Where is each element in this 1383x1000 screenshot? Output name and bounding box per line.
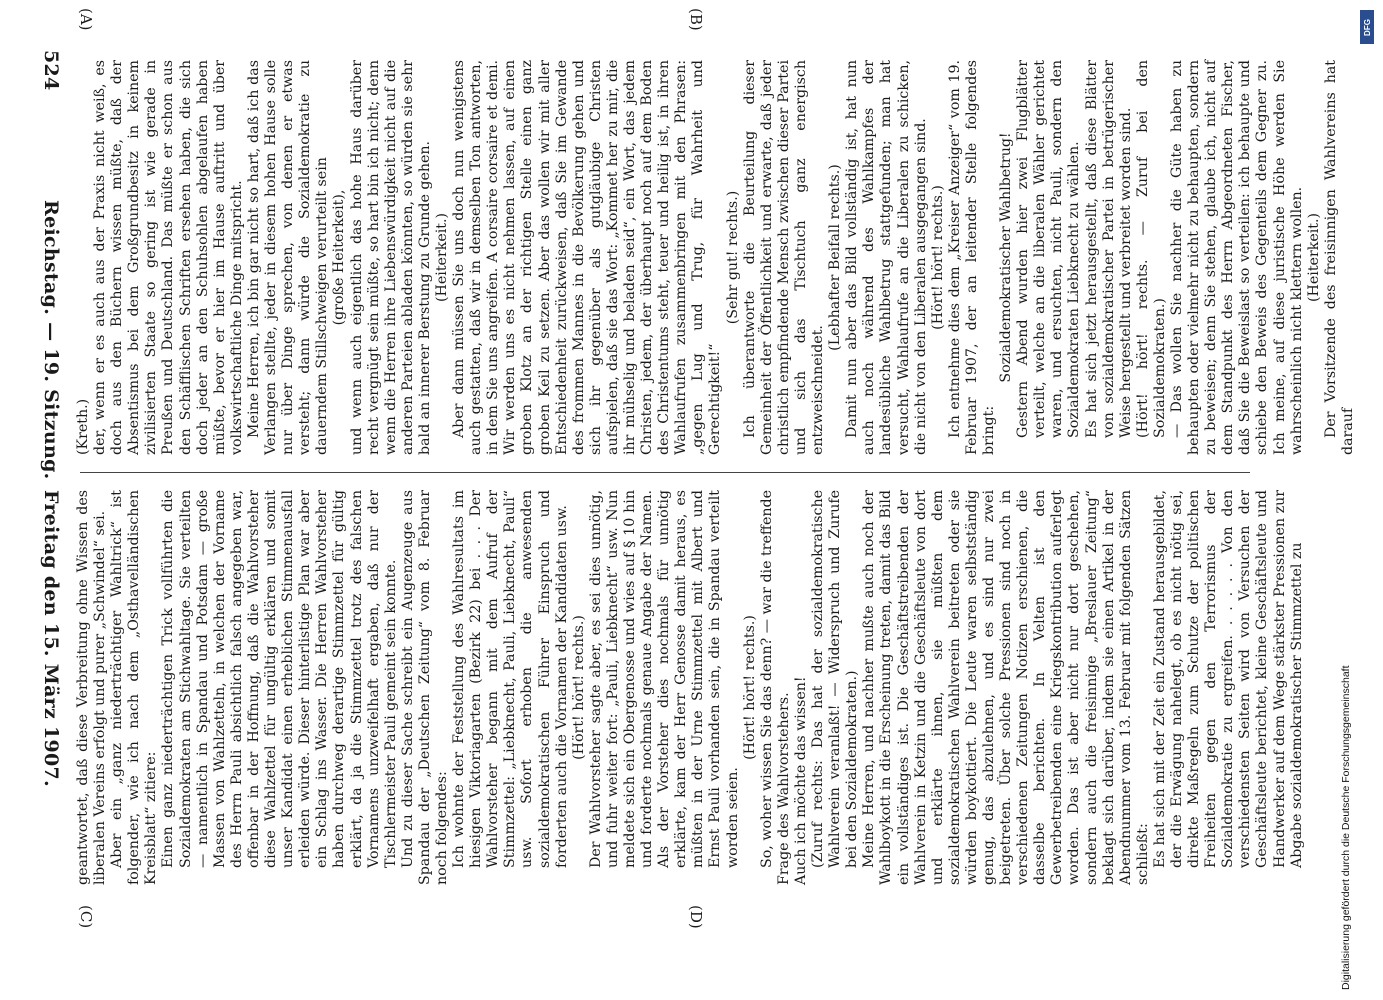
right-column (75, 490, 1305, 885)
right-column-paragraph: Es hat sich mit der Zeit ein Zustand herausgebildet, der die Erwägung nahelegt, ob es nicht nötig sei, direkte Maßregeln zum Schutze der politischen Freiheiten gegen den Terrorismus der Sozialdemokratie zu ergreifen. . . . . . Von den verschiedensten Seiten wird von Versuchen der Geschäftsleute berichtet, kleine Geschäftsleute und Handwerker auf dem Wege stärkster Pressionen zur Abgabe sozialdemokratischer Stimmzettel zu (1151, 490, 1305, 868)
left-column-paragraph: (Hört! hört! rechts. — Zuruf bei den Sozialdemokraten.) (1134, 60, 1168, 438)
left-column-paragraph: — Das wollen Sie nachher die Güte haben zu behaupten oder vielmehr nicht zu behaupten, sondern zu beweisen; denn Sie stehen, glaube ich, nicht auf dem Standpunkt des Herrn Abgeordneten Fischer, daß Sie die Beweislast so verteilen: ich behaupte und schiebe den Beweis des Gegenteils dem Gegner zu. Ich meine, auf diese juristische Höhe werden Sie wahrscheinlich nicht klettern wollen. (1169, 60, 1305, 455)
margin-marker-d: (D) (687, 905, 705, 929)
dfg-logo (1360, 10, 1374, 44)
left-column-paragraph: Es hat sich jetzt herausgestellt, daß diese Blätter von sozialdemokratischer Partei in betrügerischer Weise hergestellt und verbreitet worden sind. (1083, 60, 1134, 438)
right-column-paragraph: So, woher wissen Sie das denn? — war die treffende Frage des Wahlvorstehers. (758, 490, 792, 885)
left-column-text (75, 60, 1356, 455)
left-column-paragraph: Sozialdemokratischer Wahlbetrug! (998, 132, 1015, 383)
left-column-paragraph: Damit nun aber das Bild vollständig ist, hat nun auch noch während des Wahlkampfes der landesübliche Wahlbetrug stattgefunden; man hat versucht, Wahlaufrufe an die Liberalen zu schicken, die nicht von den Liberalen ausgegangen sind. (844, 60, 929, 455)
left-column-paragraph: Gestern Abend wurden hier zwei Flugblätter verteilt, welche an die liberalen Wähler gerichtet waren, und ersuchten, nicht Pauli, sondern den Sozialdemokraten Liebknecht zu wählen. (1015, 60, 1083, 438)
header-date: Freitag den 15. März 1907. (40, 490, 62, 787)
column-divider (80, 472, 1250, 473)
left-column (75, 60, 1356, 455)
right-column-paragraph: Meine Herren, und nachher mußte auch noch der Wahlboykott in die Erscheinung treten, damit das Bild ein vollständiges ist. Die Geschäftstreibenden der Wahlverein in Ketzin und die Geschäftsleute von dort und erklärte ihnen, sie müßten dem sozialdemokratischen Wahlverein beitreten oder sie würden boykottiert. Die Leute waren selbstständig genug, das abzulehnen, und es sind nur zwei beigetreten. Über solche Pressionen sind noch in verschiedenen Zeitungen Notizen erschienen, die dasselbe berichten. In Velten ist den Gewerbetreibenden eine Kriegskontribution auferlegt worden. Das ist aber nicht nur dort geschehen, sondern auch die freisinnige „Breslauer Zeitung“ beklagt sich darüber, indem sie einen Artikel in der Abendnummer vom 13. Februar mit folgenden Sätzen schließt: (861, 490, 1151, 885)
header-session: Reichstag. — 19. Sitzung. (40, 200, 62, 480)
left-column-paragraph: Ich entnehme dies dem „Kreiser Anzeiger“ vom 19. Februar 1907, der an leitender Stelle folgendes bringt: (946, 60, 997, 455)
left-column-paragraph: (Heiterkeit.) (1305, 213, 1322, 302)
right-column-paragraph: Aber ein „ganz niederträchtiger Wahltrick“ ist folgender, wie ich nach dem „Osthavelländischen Kreisblatt“ zitiere: (109, 490, 160, 885)
right-column-paragraph: (Hört! hört! rechts.) (570, 615, 587, 760)
right-column-paragraph: (Hört! hört! rechts.) (741, 615, 758, 760)
right-column-text (75, 490, 1305, 885)
right-column-paragraph: Und zu dieser Sache schreibt ein Augenzeuge aus Spandau der „Deutschen Zeitung“ vom 8. Februar noch folgendes: (399, 490, 450, 885)
left-column-paragraph: Ich überantworte die Beurteilung dieser Gemeinheit der Öffentlichkeit und erwarte, daß jeder christlich empfindende Mensch zwischen dieser Partei und sich das Tischtuch ganz energisch entzweischneidet. (741, 60, 827, 455)
right-column-paragraph: Der Wahlvorsteher sagte aber, es sei dies unnötig, und fuhr weiter fort: „Pauli, Liebknecht“ usw. Nun meldete sich ein Obergenosse und wies auf § 10 hin und forderte nochmals genaue Angabe der Namen. Als der Vorsteher dies nochmals für unnötig erklärte, kam der Herr Genosse damit heraus, es müßten in der Urne Stimmzettel mit Albert und Ernst Pauli vorhanden sein, die in Spandau verteilt worden seien. (587, 490, 741, 868)
left-column-paragraph: und wenn auch eigentlich das hohe Haus darüber recht vergnügt sein müßte, so hart bin ich nicht; denn wenn die Herren ihre Liebenswürdigkeit nicht auf die anderen Parteien abladen könnten, so würden sie sehr bald an innerer Berstung zu Grunde gehen. (348, 60, 433, 455)
left-column-paragraph: (große Heiterkeit), (331, 189, 348, 326)
right-column-paragraph: Einen ganz niederträchtigen Trick vollführten die Sozialdemokraten am Stichwahltage. Sie verteilten — namentlich in Spandau und Potsdam — große Massen von Wahlzetteln, in welchen der Vorname des Herrn Pauli absichtlich falsch angegeben war, offenbar in der Hoffnung, daß die Wahlvorsteher diese Wahlzettel für ungültig erklären und somit unser Kandidat einen erheblichen Stimmenausfall erleiden würde. Dieser hinterlistige Plan war aber ein Schlag ins Wasser. Die Herren Wahlvorsteher haben durchweg derartige Stimmzettel für gültig erklärt, da ja die Stimmzettel trotz des falschen Vornamens unzweifelhaft ergaben, daß nur der Tischlermeister Pauli gemeint sein konnte. (160, 490, 399, 868)
right-column-paragraph: Ich wohnte der Feststellung des Wahlresultats im hiesigen Viktoriagarten (Bezirk 22) bei . . . Der Wahlvorsteher begann mit dem Aufruf der Stimmzettel: „Liebknecht, Pauli, Liebknecht, Pauli“ usw. Sofort erhoben die anwesenden sozialdemokratischen Führer Einspruch und forderten auch die Vornamen der Kandidaten usw. (451, 490, 570, 868)
right-column-paragraph: geantwortet, daß diese Verbreitung ohne Wissen des liberalen Vereins erfolgt und purer „Schwindel“ sei. (75, 490, 109, 885)
left-column-paragraph: (Hört! hört! rechts.) (929, 185, 946, 330)
left-column-paragraph: (Heiterkeit.) (433, 213, 450, 302)
left-column-paragraph: Der Vorsitzende des freisinnigen Wahlvereins hat darauf (1322, 60, 1356, 455)
left-column-paragraph: der, wenn er es auch aus der Praxis nicht weiß, es doch aus den Büchern wissen müßte, daß der Absentismus bei dem Großgrundbesitz in keinem zivilisierten Staate so gering ist wie gerade in Preußen und Deutschland. Das müßte er schon aus den Schäfflischen Schriften ersehen haben, die sich doch jeder an den Schuhsohlen abgelaufen haben müßte, bevor er hier im Hause auftritt und über volkswirtschaftliche Dinge mitspricht. (92, 60, 245, 455)
dfg-logo-text: DFG (1362, 18, 1372, 36)
margin-marker-b: (B) (687, 8, 705, 31)
page-header (30, 50, 62, 920)
left-column-paragraph: Aber dann müssen Sie uns doch nun wenigstens auch gestatten, daß wir in demselben Ton antworten, in dem Sie uns angreifen. A corsaire corsaire et demi. Wir werden uns es nicht nehmen lassen, auf einen groben Klotz an der richtigen Stelle einen ganz groben Keil zu setzen. Aber das wollen wir mit aller Entschiedenheit zurückweisen, daß Sie im Gewande des frommen Mannes in die Bevölkerung gehen und sich ihr gegenüber als gutgläubige Christen aufspielen, daß sie das Wort: „Kommet her zu mir, die ihr mühselig und beladen seid“, ein Wort, das jedem Christen, jedem, der überhaupt noch auf dem Boden des Christentums steht, teuer und heilig ist, in ihren Wahlaufrufen zusammenbringen mit den Phrasen: „gegen Lug und Trug, für Wahrheit und Gerechtigkeit!“ (451, 60, 724, 455)
margin-marker-c: (C) (77, 905, 95, 929)
left-column-paragraph: (Sehr gut! rechts.) (724, 190, 741, 325)
page-number: 524 (40, 50, 62, 91)
left-column-paragraph: (Lebhafter Beifall rechts.) (827, 164, 844, 351)
left-column-paragraph: (Kreth.) (75, 398, 91, 455)
digitization-credit-text: Digitalisierung gefördert durch die Deutsche Forschungsgemeinschaft (1340, 665, 1352, 990)
right-column-paragraph: Auch ich möchte das wissen! (792, 676, 809, 885)
left-column-paragraph: Meine Herren, ich bin gar nicht so hart, daß ich das Verlangen stellte, jeder in diesem hohen Hause solle nur über Dinge sprechen, von denen er etwas versteht; dann würde die Sozialdemokratie zu dauerndem Stillschweigen verurteilt sein (245, 60, 331, 455)
digitization-credit (1340, 170, 1370, 990)
right-column-paragraph: (Zuruf rechts: Das hat der sozialdemokratische Wahlverein veranlaßt! — Widerspruch und Zurufe bei den Sozialdemokraten.) (810, 490, 861, 868)
margin-marker-a: (A) (77, 8, 95, 31)
